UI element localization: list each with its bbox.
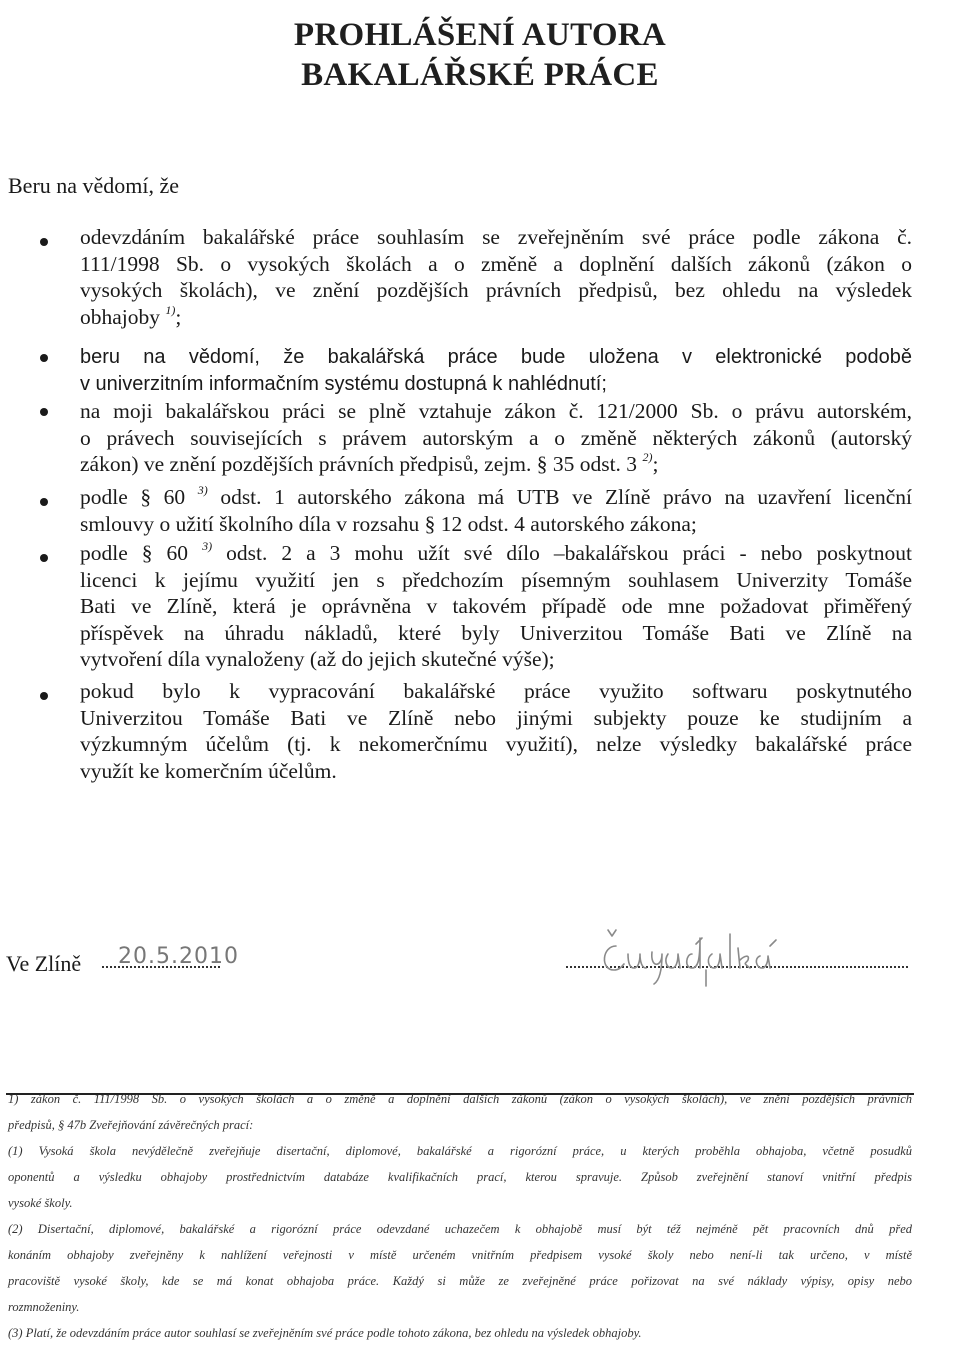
- footnote-line: pracoviště vysoké školy, kde se má konat obhajoba práce. Každý si může ze zveřejněné práce pořizovat na své náklady výpisy, opisy nebo: [8, 1274, 912, 1288]
- footnotes: [8, 1086, 912, 1346]
- footnote-line: vysoké školy.: [8, 1196, 73, 1210]
- list-item-text: pokud bylo k vypracování bakalářské práce využito softwaru poskytnutého Univerzitou Tomáše Bati ve Zlíně nebo jinými subjekty pouze ke studijním a výzkumným účelům (tj. k nekomerčnímu využití), nelze výsledky bakalářské práce využít ke komerčním účelům.: [80, 679, 912, 783]
- place-label: Ve Zlíně: [6, 951, 82, 976]
- footnote-line: (1) Vysoká škola nevýdělečně zveřejňuje disertační, diplomové, bakalářské a rigorózní práce, u kterých proběhla obhajoba, včetně posudků: [8, 1144, 912, 1158]
- footnote-ref: 1): [165, 302, 176, 317]
- list-item-text: podle § 60 $^{3)}$ odst. 2 a 3 mohu užít své dílo –bakalářskou práci - nebo poskytnout licenci k jejímu využití jen s předchozím písemným souhlasem Univerzity Tomáše Bati ve Zlíně, která je oprávněna v takovém případě ode mne požadovat přiměřený příspěvek na úhradu nákladů, které byly Univerzitou Tomáše Bati ve Zlíně na vytvoření díla vynaloženy (až do jejich skutečné výše);: [80, 539, 913, 671]
- bullet-dot-icon: [40, 692, 48, 700]
- page-title-line2: BAKALÁŘSKÉ PRÁCE: [301, 57, 659, 93]
- list-item-text: na moji bakalářskou práci se plně vztahuje zákon č. 121/2000 Sb. o právu autorském, o právech souvisejících s právem autorským a o změně některých zákonů (autorský zákon) ve znění pozdějších právních předpisů, zejm. § 35 odst. 3 $^{2)}$;: [80, 399, 912, 476]
- list-item-text: beru na vědomí, že bakalářská práce bude uložena v elektronické podobě v univerzitním informačním systému dostupná k nahlédnutí;: [80, 346, 912, 395]
- handwritten-signature: [594, 924, 784, 988]
- footnote-ref: 3): [197, 483, 208, 497]
- bullet-dot-icon: [40, 554, 48, 562]
- list-item-text: odevzdáním bakalářské práce souhlasím se zveřejněním své práce podle zákona č. 111/1998 Sb. o vysokých školách a o změně a doplnění dalších zákonů (zákon o vysokých školách), ve znění pozdějších právních předpisů, bez ohledu na výsledek obhajoby $^{1)}$;: [80, 225, 912, 329]
- footnote-line: rozmnoženiny.: [8, 1300, 80, 1314]
- footnote-line: 1) zákon č. 111/1998 Sb. o vysokých školách a o změně a doplnění dalších zákonů (zákon o vysokých školách), ve znění pozdějších právních: [8, 1092, 912, 1106]
- bullet-dot-icon: [40, 354, 48, 362]
- footnote-line: oponentů a výsledku obhajoby prostřednictvím databáze kvalifikačních prací, kterou spravuje. Způsob zveřejnění stanoví vnitřní předpis: [8, 1170, 912, 1184]
- footnote-line: konáním obhajoby zveřejněny k nahlížení veřejnosti v místě určeném vnitřním předpisem vysoké školy nebo není-li tak určeno, v místě: [8, 1248, 912, 1262]
- bullet-dot-icon: [40, 238, 48, 246]
- bullet-dot-icon: [40, 498, 48, 506]
- footnote-ref: 3): [202, 539, 213, 553]
- footnote-ref: 2): [642, 450, 653, 464]
- page-title-line1: PROHLÁŠENÍ AUTORA: [293, 17, 667, 53]
- bullet-dot-icon: [40, 408, 48, 416]
- handwritten-date: 20.5.2010: [118, 944, 239, 969]
- intro-text: Beru na vědomí, že: [8, 173, 180, 198]
- footnote-line: předpisů, § 47b Zveřejňování závěrečných prací:: [8, 1118, 254, 1132]
- footnote-line: (3) Platí, že odevzdáním práce autor souhlasí se zveřejněním své práce podle tohoto zákona, bez ohledu na výsledek obhajoby.: [8, 1326, 642, 1340]
- list-item-text: podle § 60 $^{3)}$ odst. 1 autorského zákona má UTB ve Zlíně právo na uzavření licenční smlouvy o užití školního díla v rozsahu § 12 odst. 4 autorského zákona;: [80, 483, 912, 536]
- footnote-line: (2) Disertační, diplomové, bakalářské a rigorózní práce odevzdané uchazečem k obhajobě musí být též nejméně pět pracovních dnů před: [8, 1222, 912, 1236]
